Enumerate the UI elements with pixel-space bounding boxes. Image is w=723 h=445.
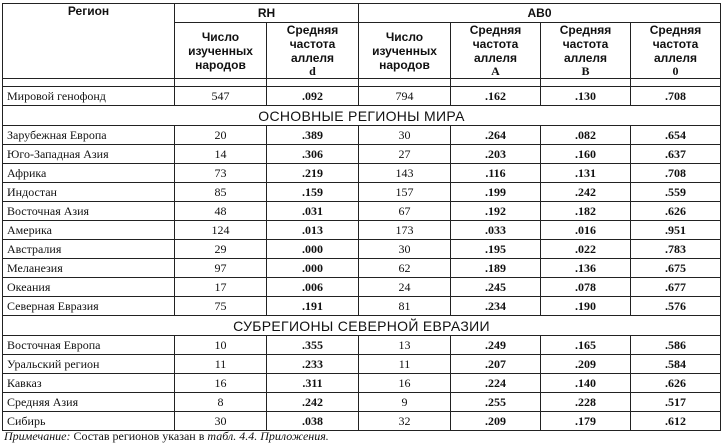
table-row <box>3 374 721 393</box>
rh-d-freq: .159 <box>267 183 359 202</box>
abo-a-freq: .255 <box>451 393 541 412</box>
abo-count: 67 <box>359 202 451 221</box>
rh-d-freq: .191 <box>267 297 359 316</box>
spacer-row <box>3 79 721 87</box>
abo-a-freq: .234 <box>451 297 541 316</box>
section-sub-title: СУБРЕГИОНЫ СЕВЕРНОЙ ЕВРАЗИИ <box>3 316 721 336</box>
section-sub-row <box>3 316 721 336</box>
abo-0-freq: .626 <box>631 202 721 221</box>
rh-d-freq: .000 <box>267 240 359 259</box>
abo-0-freq: .517 <box>631 393 721 412</box>
abo-a-freq: .264 <box>451 126 541 145</box>
abo-a-freq: .224 <box>451 374 541 393</box>
rh-d-freq: .306 <box>267 145 359 164</box>
abo-0-freq: .675 <box>631 259 721 278</box>
row-name: Индостан <box>3 183 175 202</box>
rh-count: 29 <box>175 240 267 259</box>
section-main-title: ОСНОВНЫЕ РЕГИОНЫ МИРА <box>3 106 721 126</box>
abo-header: AB0 <box>359 4 721 23</box>
rh-d-freq: .000 <box>267 259 359 278</box>
rh-d-freq: .013 <box>267 221 359 240</box>
abo-count: 27 <box>359 145 451 164</box>
abo-0-freq: .654 <box>631 126 721 145</box>
abo-b-freq: .190 <box>541 297 631 316</box>
table-row <box>3 202 721 221</box>
rh-d-freq: .038 <box>267 412 359 431</box>
abo-count: 173 <box>359 221 451 240</box>
abo-0-freq: .559 <box>631 183 721 202</box>
rh-count: 48 <box>175 202 267 221</box>
rh-count: 17 <box>175 278 267 297</box>
abo-count: 16 <box>359 374 451 393</box>
footnote-ref: табл. 4.4. Приложения. <box>207 429 329 443</box>
table-row <box>3 278 721 297</box>
rh-count: 16 <box>175 374 267 393</box>
abo-count: 13 <box>359 336 451 355</box>
abo-b-freq: .209 <box>541 355 631 374</box>
region-header: Регион <box>3 4 175 79</box>
abo-count-header: Число изученных народов <box>359 23 451 79</box>
row-name: Сибирь <box>3 412 175 431</box>
rh-count: 30 <box>175 412 267 431</box>
row-name: Восточная Европа <box>3 336 175 355</box>
abo-b-freq: .016 <box>541 221 631 240</box>
abo-0-freq: .708 <box>631 87 721 106</box>
rh-d-header: Средняя частота аллеля d <box>267 23 359 79</box>
abo-b-freq: .182 <box>541 202 631 221</box>
abo-0-freq: .584 <box>631 355 721 374</box>
table-row <box>3 336 721 355</box>
world-row <box>3 87 721 106</box>
group-header-row <box>3 4 721 23</box>
abo-0-freq: .586 <box>631 336 721 355</box>
abo-a-freq: .195 <box>451 240 541 259</box>
abo-a-freq: .192 <box>451 202 541 221</box>
table-row <box>3 126 721 145</box>
rh-count: 8 <box>175 393 267 412</box>
abo-count: 30 <box>359 240 451 259</box>
row-name: Австралия <box>3 240 175 259</box>
abo-a-freq: .116 <box>451 164 541 183</box>
row-name: Восточная Азия <box>3 202 175 221</box>
row-name: Северная Евразия <box>3 297 175 316</box>
abo-b-freq: .228 <box>541 393 631 412</box>
abo-b-freq: .130 <box>541 87 631 106</box>
rh-count: 75 <box>175 297 267 316</box>
abo-count: 81 <box>359 297 451 316</box>
abo-0-freq: .626 <box>631 374 721 393</box>
abo-count: 11 <box>359 355 451 374</box>
abo-0-freq: .708 <box>631 164 721 183</box>
rh-d-freq: .233 <box>267 355 359 374</box>
table-body <box>3 79 721 431</box>
abo-b-freq: .165 <box>541 336 631 355</box>
abo-count: 24 <box>359 278 451 297</box>
abo-b-freq: .179 <box>541 412 631 431</box>
abo-a-freq: .249 <box>451 336 541 355</box>
rh-d-freq: .031 <box>267 202 359 221</box>
abo-a-freq: .189 <box>451 259 541 278</box>
section-main-row <box>3 106 721 126</box>
rh-d-freq: .355 <box>267 336 359 355</box>
row-name: Средняя Азия <box>3 393 175 412</box>
abo-count: 62 <box>359 259 451 278</box>
table-row <box>3 259 721 278</box>
abo-count: 9 <box>359 393 451 412</box>
rh-count: 11 <box>175 355 267 374</box>
table-row <box>3 355 721 374</box>
row-name: Зарубежная Европа <box>3 126 175 145</box>
rh-count: 97 <box>175 259 267 278</box>
abo-a-freq: .203 <box>451 145 541 164</box>
abo-b-freq: .242 <box>541 183 631 202</box>
abo-count: 30 <box>359 126 451 145</box>
table-row <box>3 164 721 183</box>
abo-b-freq: .140 <box>541 374 631 393</box>
abo-0-freq: .576 <box>631 297 721 316</box>
abo-count: 32 <box>359 412 451 431</box>
abo-0-header: Средняя частота аллеля 0 <box>631 23 721 79</box>
row-name: Мировой генофонд <box>3 87 175 106</box>
rh-count: 73 <box>175 164 267 183</box>
footnote-text: Состав регионов указан в <box>73 429 205 443</box>
abo-0-freq: .677 <box>631 278 721 297</box>
abo-a-freq: .033 <box>451 221 541 240</box>
abo-count: 157 <box>359 183 451 202</box>
table-row <box>3 145 721 164</box>
rh-d-freq: .389 <box>267 126 359 145</box>
abo-b-freq: .131 <box>541 164 631 183</box>
table-row <box>3 221 721 240</box>
abo-a-freq: .162 <box>451 87 541 106</box>
abo-b-freq: .022 <box>541 240 631 259</box>
abo-a-header: Средняя частота аллеля A <box>451 23 541 79</box>
abo-b-freq: .082 <box>541 126 631 145</box>
rh-count: 10 <box>175 336 267 355</box>
rh-count: 85 <box>175 183 267 202</box>
table-row <box>3 240 721 259</box>
abo-a-freq: .199 <box>451 183 541 202</box>
rh-d-freq: .242 <box>267 393 359 412</box>
rh-count: 20 <box>175 126 267 145</box>
rh-d-freq: .092 <box>267 87 359 106</box>
rh-d-freq: .311 <box>267 374 359 393</box>
abo-count: 794 <box>359 87 451 106</box>
abo-count: 143 <box>359 164 451 183</box>
rh-count: 124 <box>175 221 267 240</box>
rh-count-header: Число изученных народов <box>175 23 267 79</box>
row-name: Америка <box>3 221 175 240</box>
table-row <box>3 412 721 431</box>
footnote-label: Примечание: <box>4 429 71 443</box>
table-row <box>3 297 721 316</box>
rh-d-freq: .006 <box>267 278 359 297</box>
abo-a-freq: .207 <box>451 355 541 374</box>
row-name: Юго-Западная Азия <box>3 145 175 164</box>
abo-0-freq: .783 <box>631 240 721 259</box>
abo-a-freq: .245 <box>451 278 541 297</box>
row-name: Меланезия <box>3 259 175 278</box>
rh-count: 547 <box>175 87 267 106</box>
row-name: Кавказ <box>3 374 175 393</box>
rh-header: RH <box>175 4 359 23</box>
abo-b-header: Средняя частота аллеля B <box>541 23 631 79</box>
abo-0-freq: .637 <box>631 145 721 164</box>
abo-b-freq: .136 <box>541 259 631 278</box>
table-row <box>3 183 721 202</box>
table-row <box>3 393 721 412</box>
allele-frequency-table <box>2 3 721 431</box>
abo-a-freq: .209 <box>451 412 541 431</box>
row-name: Африка <box>3 164 175 183</box>
row-name: Уральский регион <box>3 355 175 374</box>
rh-d-freq: .219 <box>267 164 359 183</box>
abo-0-freq: .612 <box>631 412 721 431</box>
abo-0-freq: .951 <box>631 221 721 240</box>
abo-b-freq: .078 <box>541 278 631 297</box>
row-name: Океания <box>3 278 175 297</box>
footnote <box>4 429 329 443</box>
abo-b-freq: .160 <box>541 145 631 164</box>
rh-count: 14 <box>175 145 267 164</box>
